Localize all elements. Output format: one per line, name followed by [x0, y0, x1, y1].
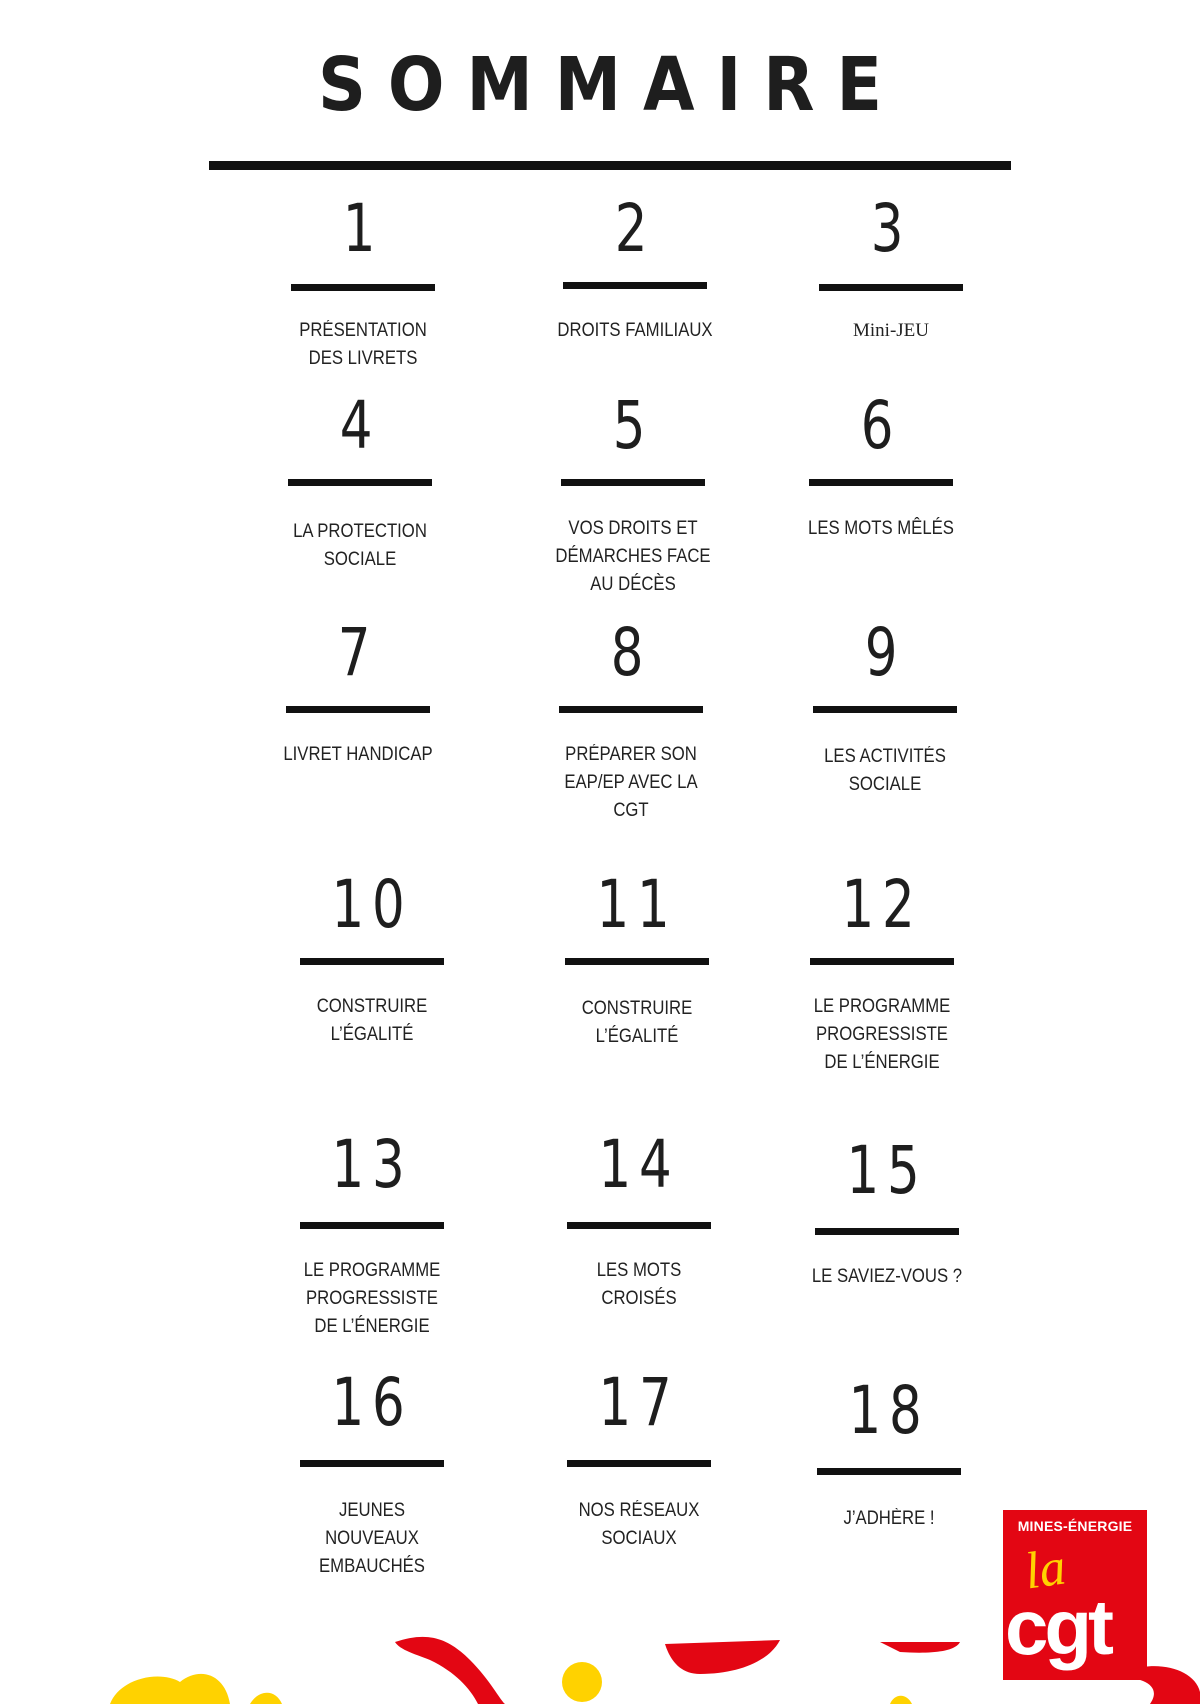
- entry-divider: [817, 1468, 961, 1475]
- entry-divider: [809, 479, 953, 486]
- entry-divider: [561, 479, 705, 486]
- title-divider: [209, 161, 1011, 170]
- toc-entry-9[interactable]: [765, 614, 1005, 799]
- toc-entry-8[interactable]: [511, 614, 751, 825]
- entry-number: 2: [614, 190, 656, 267]
- entry-divider: [819, 284, 963, 291]
- entry-divider: [567, 1222, 711, 1229]
- entry-label: PRÉPARER SON EAP/EP AVEC LA CGT: [564, 744, 698, 821]
- entry-number: 14: [598, 1126, 680, 1203]
- entry-label: LE PROGRAMME PROGRESSISTE DE L’ÉNERGIE: [813, 996, 951, 1073]
- entry-number: 9: [864, 614, 906, 691]
- page-title: SOMMAIRE: [317, 42, 905, 128]
- entry-number: 18: [848, 1372, 930, 1449]
- yellow-blob-left: [110, 1674, 230, 1704]
- entry-number: 6: [860, 387, 902, 464]
- toc-entry-17[interactable]: [519, 1364, 759, 1553]
- yellow-blob-right: [890, 1696, 912, 1704]
- entry-number: 8: [610, 614, 652, 691]
- toc-entry-15[interactable]: [767, 1132, 1007, 1291]
- entry-label: LA PROTECTION SOCIALE: [293, 521, 427, 570]
- entry-number: 11: [596, 866, 678, 943]
- toc-entry-16[interactable]: [252, 1364, 492, 1581]
- entry-divider: [291, 284, 435, 291]
- toc-entry-10[interactable]: [252, 866, 492, 1049]
- entry-divider: [286, 706, 430, 713]
- entry-divider: [300, 958, 444, 965]
- entry-divider: [300, 1222, 444, 1229]
- toc-entry-12[interactable]: [762, 866, 1002, 1077]
- entry-number: 4: [339, 387, 381, 464]
- toc-entry-13[interactable]: [252, 1126, 492, 1341]
- logo-brand-text: cgt: [1005, 1583, 1110, 1671]
- entry-divider: [559, 706, 703, 713]
- entry-label: LES MOTS CROISÉS: [596, 1260, 682, 1309]
- toc-entry-3[interactable]: [771, 190, 1011, 345]
- red-stroke-right: [880, 1642, 960, 1653]
- entry-divider: [288, 479, 432, 486]
- entry-label: LES MOTS MÊLÉS: [808, 518, 954, 539]
- toc-entry-5[interactable]: [513, 387, 753, 599]
- entry-label: Mini-JEU: [853, 320, 929, 341]
- red-stroke-left: [395, 1637, 505, 1704]
- entry-label: LES ACTIVITÉS SOCIALE: [824, 746, 946, 795]
- entry-divider: [300, 1460, 444, 1467]
- logo-script-text: la: [1021, 1538, 1070, 1601]
- entry-divider: [565, 958, 709, 965]
- red-stroke-mid: [665, 1640, 780, 1674]
- toc-entry-7[interactable]: [238, 614, 478, 769]
- entry-number: 13: [331, 1126, 413, 1203]
- yellow-blob-mid: [250, 1693, 282, 1704]
- entry-label: DROITS FAMILIAUX: [557, 320, 713, 341]
- entry-number: 16: [331, 1364, 413, 1441]
- toc-entry-18[interactable]: [769, 1372, 1009, 1533]
- entry-number: 15: [846, 1132, 928, 1209]
- toc-entry-14[interactable]: [519, 1126, 759, 1313]
- entry-number: 3: [870, 190, 912, 267]
- entry-label: JEUNES NOUVEAUX EMBAUCHÉS: [319, 1500, 425, 1577]
- entry-number: 5: [612, 387, 654, 464]
- entry-divider: [567, 1460, 711, 1467]
- entry-number: 12: [841, 866, 923, 943]
- entry-number: 10: [331, 866, 413, 943]
- entry-label: LIVRET HANDICAP: [283, 744, 433, 765]
- yellow-dot: [562, 1662, 602, 1702]
- decorative-bottom-shapes: [0, 1630, 1200, 1704]
- entry-label: VOS DROITS ET DÉMARCHES FACE AU DÉCÈS: [555, 518, 711, 595]
- red-swoosh-logo: [1130, 1666, 1200, 1704]
- entry-divider: [815, 1228, 959, 1235]
- toc-entry-6[interactable]: [761, 387, 1001, 543]
- entry-number: 17: [598, 1364, 680, 1441]
- toc-entry-1[interactable]: [243, 190, 483, 373]
- entry-label: CONSTRUIRE L’ÉGALITÉ: [581, 998, 693, 1047]
- toc-entry-11[interactable]: [517, 866, 757, 1051]
- entry-divider: [813, 706, 957, 713]
- entry-divider: [810, 958, 954, 965]
- entry-divider: [563, 282, 707, 289]
- entry-label: J’ADHÈRE !: [843, 1508, 935, 1529]
- entry-label: NOS RÉSEAUX SOCIAUX: [578, 1500, 700, 1549]
- entry-number: 7: [337, 614, 379, 691]
- entry-label: LE SAVIEZ-VOUS ?: [811, 1266, 963, 1287]
- entry-label: LE PROGRAMME PROGRESSISTE DE L’ÉNERGIE: [303, 1260, 441, 1337]
- entry-label: PRÉSENTATION DES LIVRETS: [299, 320, 427, 369]
- logo-federation-text: MINES-ÉNERGIE: [1017, 1518, 1133, 1534]
- toc-entry-4[interactable]: [240, 387, 480, 574]
- entry-number: 1: [342, 190, 384, 267]
- entry-label: CONSTRUIRE L’ÉGALITÉ: [316, 996, 428, 1045]
- toc-entry-2[interactable]: [515, 190, 755, 345]
